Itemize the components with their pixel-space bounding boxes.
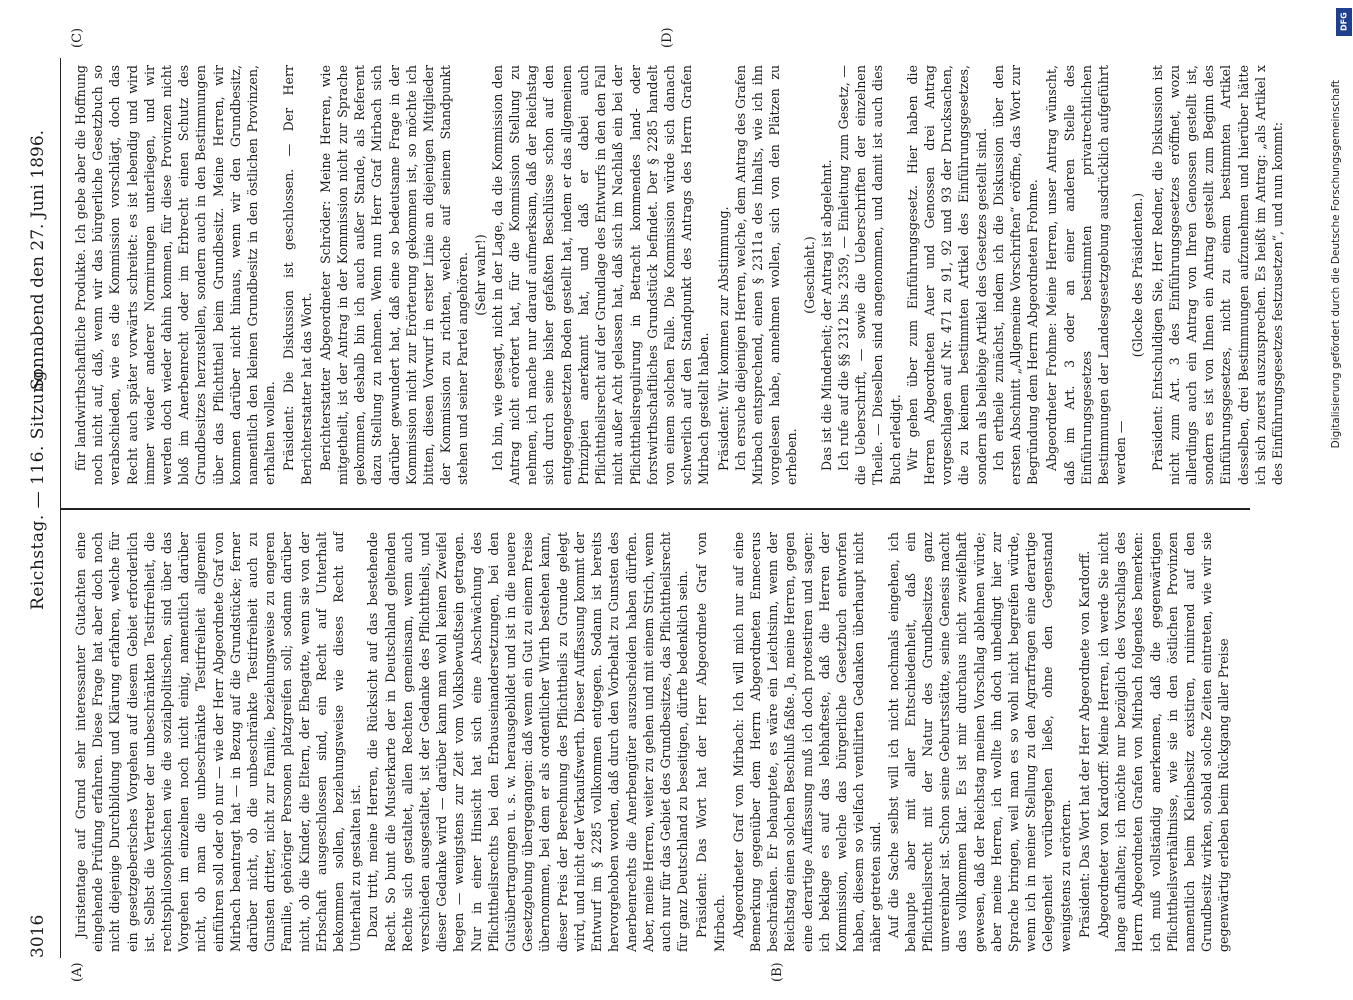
speaker-paragraph: Präsident: Entschuldigen Sie, Herr Redner, die Diskussion ist nicht zum Art. 3 des Einführungsgesetzes eröffnet, wozu allerdings auch ein Antrag von Ihren Genossen gestellt ist, sondern es ist von Ihnen ein Antrag gestellt zum Beginn des Einführungsgesetzes, nicht zu einem bestimmten Artikel desselben, drei Bestimmungen aufzunehmen und hierüber hätte ich sich zuerst auszusprechen. Es heißt im Antrag: „als Artikel x des Einführungsgesetzes festzusetzen“, und nun kommt: <box>1149 65 1286 485</box>
speaker-paragraph: Abgeordneter Frohme: Meine Herren, unser Antrag wünscht, daß im Art. 3 oder an einer anderen Stelle des Einführungsgesetzes bestimmten privatrechtlichen Bestimmungen der Landesgesetzgebung ausdrücklich aufgeführt werden — <box>1044 65 1129 485</box>
margin-marker-d: (D) <box>660 27 675 48</box>
paragraph: Ich ertheile zunächst, indem ich die Diskussion über den ersten Abschnitt „Allgemeine Vorschriften“ eröffne, das Wort zur Begründung dem Herrn Abgeordneten Frohme. <box>990 65 1041 485</box>
paragraph: Auf die Sache selbst will ich nicht nochmals eingehen, ich behaupte aber mit aller Entschiedenheit, daß ein Pflichttheilsrecht mit der Natur des Grundbesitzes ganz unvereinbar ist. Schon seine Geburtsstätte, seine Genesis macht das vollkommen klar. Es ist mir durchaus nicht zweifelhaft gewesen, daß der Reichstag meinen Vorschlag ablehnen würde; aber meine Herren, ich wollte ihn doch unbedingt hier zur Sprache bringen, weil man es so wohl nicht begreifen würde, wenn ich in meiner Stellung zu den Agrarfragen eine derartige Gelegenheit vorübergehen ließe, ohne den Gegenstand wenigstens zu erörtern. <box>885 532 1073 952</box>
page-number: 3016 <box>28 914 48 958</box>
digitization-credit: Digitalisierung gefördert durch die Deutsche Forschungsgemeinschaft <box>1330 80 1342 449</box>
paragraph: Ich ersuche diejenigen Herren, welche, dem Antrag des Grafen Mirbach entsprechend, einen § 2311a des Inhalts, wie ich ihn vorgelesen habe, annehmen wollen, sich von den Plätzen zu erheben. <box>732 65 800 485</box>
speaker-paragraph: Präsident: Wir kommen zur Abstimmung. <box>715 206 731 471</box>
margin-marker-b: (B) <box>770 962 785 982</box>
session-date: Sonnabend den 27. Juni 1896. <box>28 129 48 390</box>
interjection: (Glocke des Präsidenten.) <box>1130 192 1146 358</box>
left-column <box>72 532 1242 952</box>
dfg-logo-text: DFG <box>1339 12 1349 32</box>
interjection: (Sehr wahr!) <box>472 234 488 316</box>
speaker-paragraph: Präsident: Das Wort hat der Herr Abgeordnete Graf von Mirbach. <box>694 532 727 952</box>
speaker-paragraph: Präsident: Die Diskussion ist geschlossen. — Der Herr Berichterstatter hat das Wort. <box>281 65 314 485</box>
paragraph: für landwirthschaftliche Produkte. Ich gebe aber die Hoffnung noch nicht auf, daß, wenn wir das bürgerliche Gesetzbuch so verabschieden, wie es die Kommission vorschlägt, doch das Recht auch später vorwärts schreitet: es ist lebendig und wird immer wieder anderer Normirungen unterliegen, und wir werden doch wieder dahin kommen, für diese Provinzen nicht bloß im Anerbenrecht oder im Erbrecht einen Schutz des Grundbesitzes herzustellen, sondern auch in den Bestimmungen über das Pflichttheil beim Grundbesitz. Meine Herren, wir kommen darüber nicht hinaus, wenn wir den Grundbesitz, namentlich den kleinen Grundbesitz in den östlichen Provinzen, erhalten wollen. <box>73 65 278 485</box>
right-column <box>72 65 1286 485</box>
interjection: (Geschieht.) <box>801 236 817 314</box>
paragraph: Juristentage auf Grund sehr interessanter Gutachten eine eingehende Prüfung erfahren. Diese Frage hat aber doch noch nicht diejenige Durchbildung und Klärung erfahren, welche für ein gesetzgeberisches Vorgehen auf diesem Gebiet erforderlich ist. Selbst die Vertreter der unbeschränkten Testirfreiheit, die rechtsphilosophischen wie die sozialpolitischen, sind über das Vorgehen im einzelnen noch nicht einig, namentlich darüber nicht, ob man die unbeschränkte Testirfreiheit allgemein einführen soll oder ob nur — wie der Herr Abgeordnete Graf von Mirbach beantragt hat — in Bezug auf die Grundstücke; ferner darüber nicht, ob die unbeschränkte Testirfreiheit auch zu Gunsten dritter, nicht zur Familie, beziehungsweise zu engeren Familie, gehöriger Personen platzgreifen soll; sodann darüber nicht, ob die Kinder, die Eltern, der Ehegatte, wenn sie von der Erbschaft ausgeschlossen sind, ein Recht auf Unterhalt bekommen sollen, beziehungsweise wie dieses Recht auf Unterhalt zu gestalten ist. <box>73 532 364 952</box>
dfg-logo <box>1336 8 1352 36</box>
paragraph: Dazu tritt, meine Herren, die Rücksicht auf das bestehende Recht. So bunt die Musterkarte der in Deutschland geltenden Rechte sich gestaltet, allen Rechten gemeinsam, wenn auch verschieden ausgestaltet, ist der Gedanke des Pflichttheils, und dieser Gedanke wird — darüber kann man wohl keinen Zweifel hegen — wenigstens zur Zeit vom Volksbewußtsein getragen. Nur in einer Hinsicht hat sich eine Abschwächung des Pflichttheilsrechts bei den Erbauseinandersetzungen, bei den Gutsübertragungen u. s. w. herausgebildet und ist in die neuere Gesetzgebung übergegangen: daß wenn ein Gut zu einem Preise übernommen, bei dem er als ordentlicher Wirth bestehen kann, dieser Preis der Berechnung des Pflichttheils zu Grunde gelegt wird, und nicht der Verkaufswerth. Dieser Auffassung kommt der Entwurf im § 2285 vollkommen entgegen. Sodann ist bereits hervorgehoben worden, daß durch den Vorbehalt zu Gunsten des Anerbenrechts die Anerbengüter auszuscheiden haben dürften. Aber, meine Herren, weiter zu gehen und mit einem Strich, wenn auch nur für das Gebiet des Grundbesitzes, das Pflichttheilsrecht für ganz Deutschland zu beseitigen, dürfte bedenklich sein. <box>365 532 691 952</box>
column-divider <box>60 508 1250 510</box>
paragraph: Wir gehen über zum Einführungsgesetz. Hier haben die Herren Abgeordneten Auer und Genossen drei Antrag vorgeschlagen auf Nr. 471 zu 91, 92 und 93 der Drucksachen, die zu keinem bestimmten Artikel des Einführungsgesetzes, sondern als beliebige Artikel des Gesetzes gestellt sind. <box>904 65 989 485</box>
speaker-paragraph: Präsident: Das Wort hat der Herr Abgeordnete von Kardorff. <box>1076 550 1092 938</box>
footer-strip <box>1330 20 1346 980</box>
session-title: Reichstag. — 116. Sitzung. <box>28 364 48 610</box>
speaker-paragraph: Berichterstatter Abgeordneter Schröder: Meine Herren, wie mitgetheilt, ist der Antrag in der Kommission nicht zur Sprache gekommen, deshalb bin ich auch außer Stande, als Referent dazu Stellung zu nehmen. Wenn nun Herr Graf Mirbach sich darüber gewundert hat, daß eine so bedeutsame Frage in der Kommission nicht zur Erörterung gekommen ist, so möchte ich bitten, diesen Vorwurf in erster Linie an diejenigen Mitglieder der Kommission zu richten, welche auf seinem Standpunkt stehen und seiner Partei angehören. <box>317 65 471 485</box>
margin-marker-c: (C) <box>70 27 85 48</box>
margin-marker-a: (A) <box>70 962 85 982</box>
paragraph: Das ist die Minderheit; der Antrag ist abgelehnt. <box>818 159 834 471</box>
paragraph: Ich bin, wie gesagt, nicht in der Lage, da die Kommission den Antrag nicht erörtert hat, für die Kommission Stellung zu nehmen, ich mache nur darauf aufmerksam, daß der Reichstag sich durch seine bisher gefaßten Beschlüsse schon auf den entgegengesetzten Boden gestellt hat, indem er das allgemeinen Prinzipien anerkannt hat, und daß er dabei auch Pflichttheilsrecht auf der Grundlage des Entwurfs in den den Fall nicht außer Acht gelassen hat, daß sich im Nachlaß ein bei der Pflichttheilsregulirung in Betracht kommendes land- oder forstwirthschaftliches Grundstück befindet. Der § 2285 handelt von einem solchen Falle. Die Kommission würde sich danach schwerlich auf den Standpunkt des Antrags des Herrn Grafen Mirbach gestellt haben. <box>489 65 712 485</box>
paragraph: Ich rufe auf die §§ 2312 bis 2359, — Einleitung zum Gesetz, — die Ueberschrift, — sowie die Ueberschriften der einzelnen Theile. — Dieselben sind angenommen, und damit ist auch dies Buch erledigt. <box>835 65 903 485</box>
speaker-paragraph: Abgeordneter von Kardorff: Meine Herren, ich werde Sie nicht lange aufhalten; ich möchte nur bezüglich des Vorschlags des Herrn Abgeordneten Grafen von Mirbach folgendes bemerken: ich muß vollständig anerkennen, daß die gegenwärtigen Pflichttheilsverhältnisse, wie sie in den östlichen Provinzen namentlich beim Kleinbesitz existiren, ruinirend auf den Grundbesitz wirken, sobald solche Zeiten eintreten, wie wir sie gegenwärtig erleben beim Rückgang aller Preise <box>1095 532 1232 952</box>
speaker-paragraph: Abgeordneter Graf von Mirbach: Ich will mich nur auf eine Bemerkung gegenüber dem Herrn Abgeordneten Ennecerus beschränken. Er behauptete, es wäre ein Leichtsinn, wenn der Reichstag einen solchen Beschluß faßte. Ja, meine Herren, gegen eine derartige Auffassung muß ich doch protestiren und sagen: ich beklage es auf das lebhafteste, daß die Herren der Kommission, welche das bürgerliche Gesetzbuch entworfen haben, diesem so vielfach ventilirten Gedanken überhaupt nicht näher getreten sind. <box>730 532 884 952</box>
